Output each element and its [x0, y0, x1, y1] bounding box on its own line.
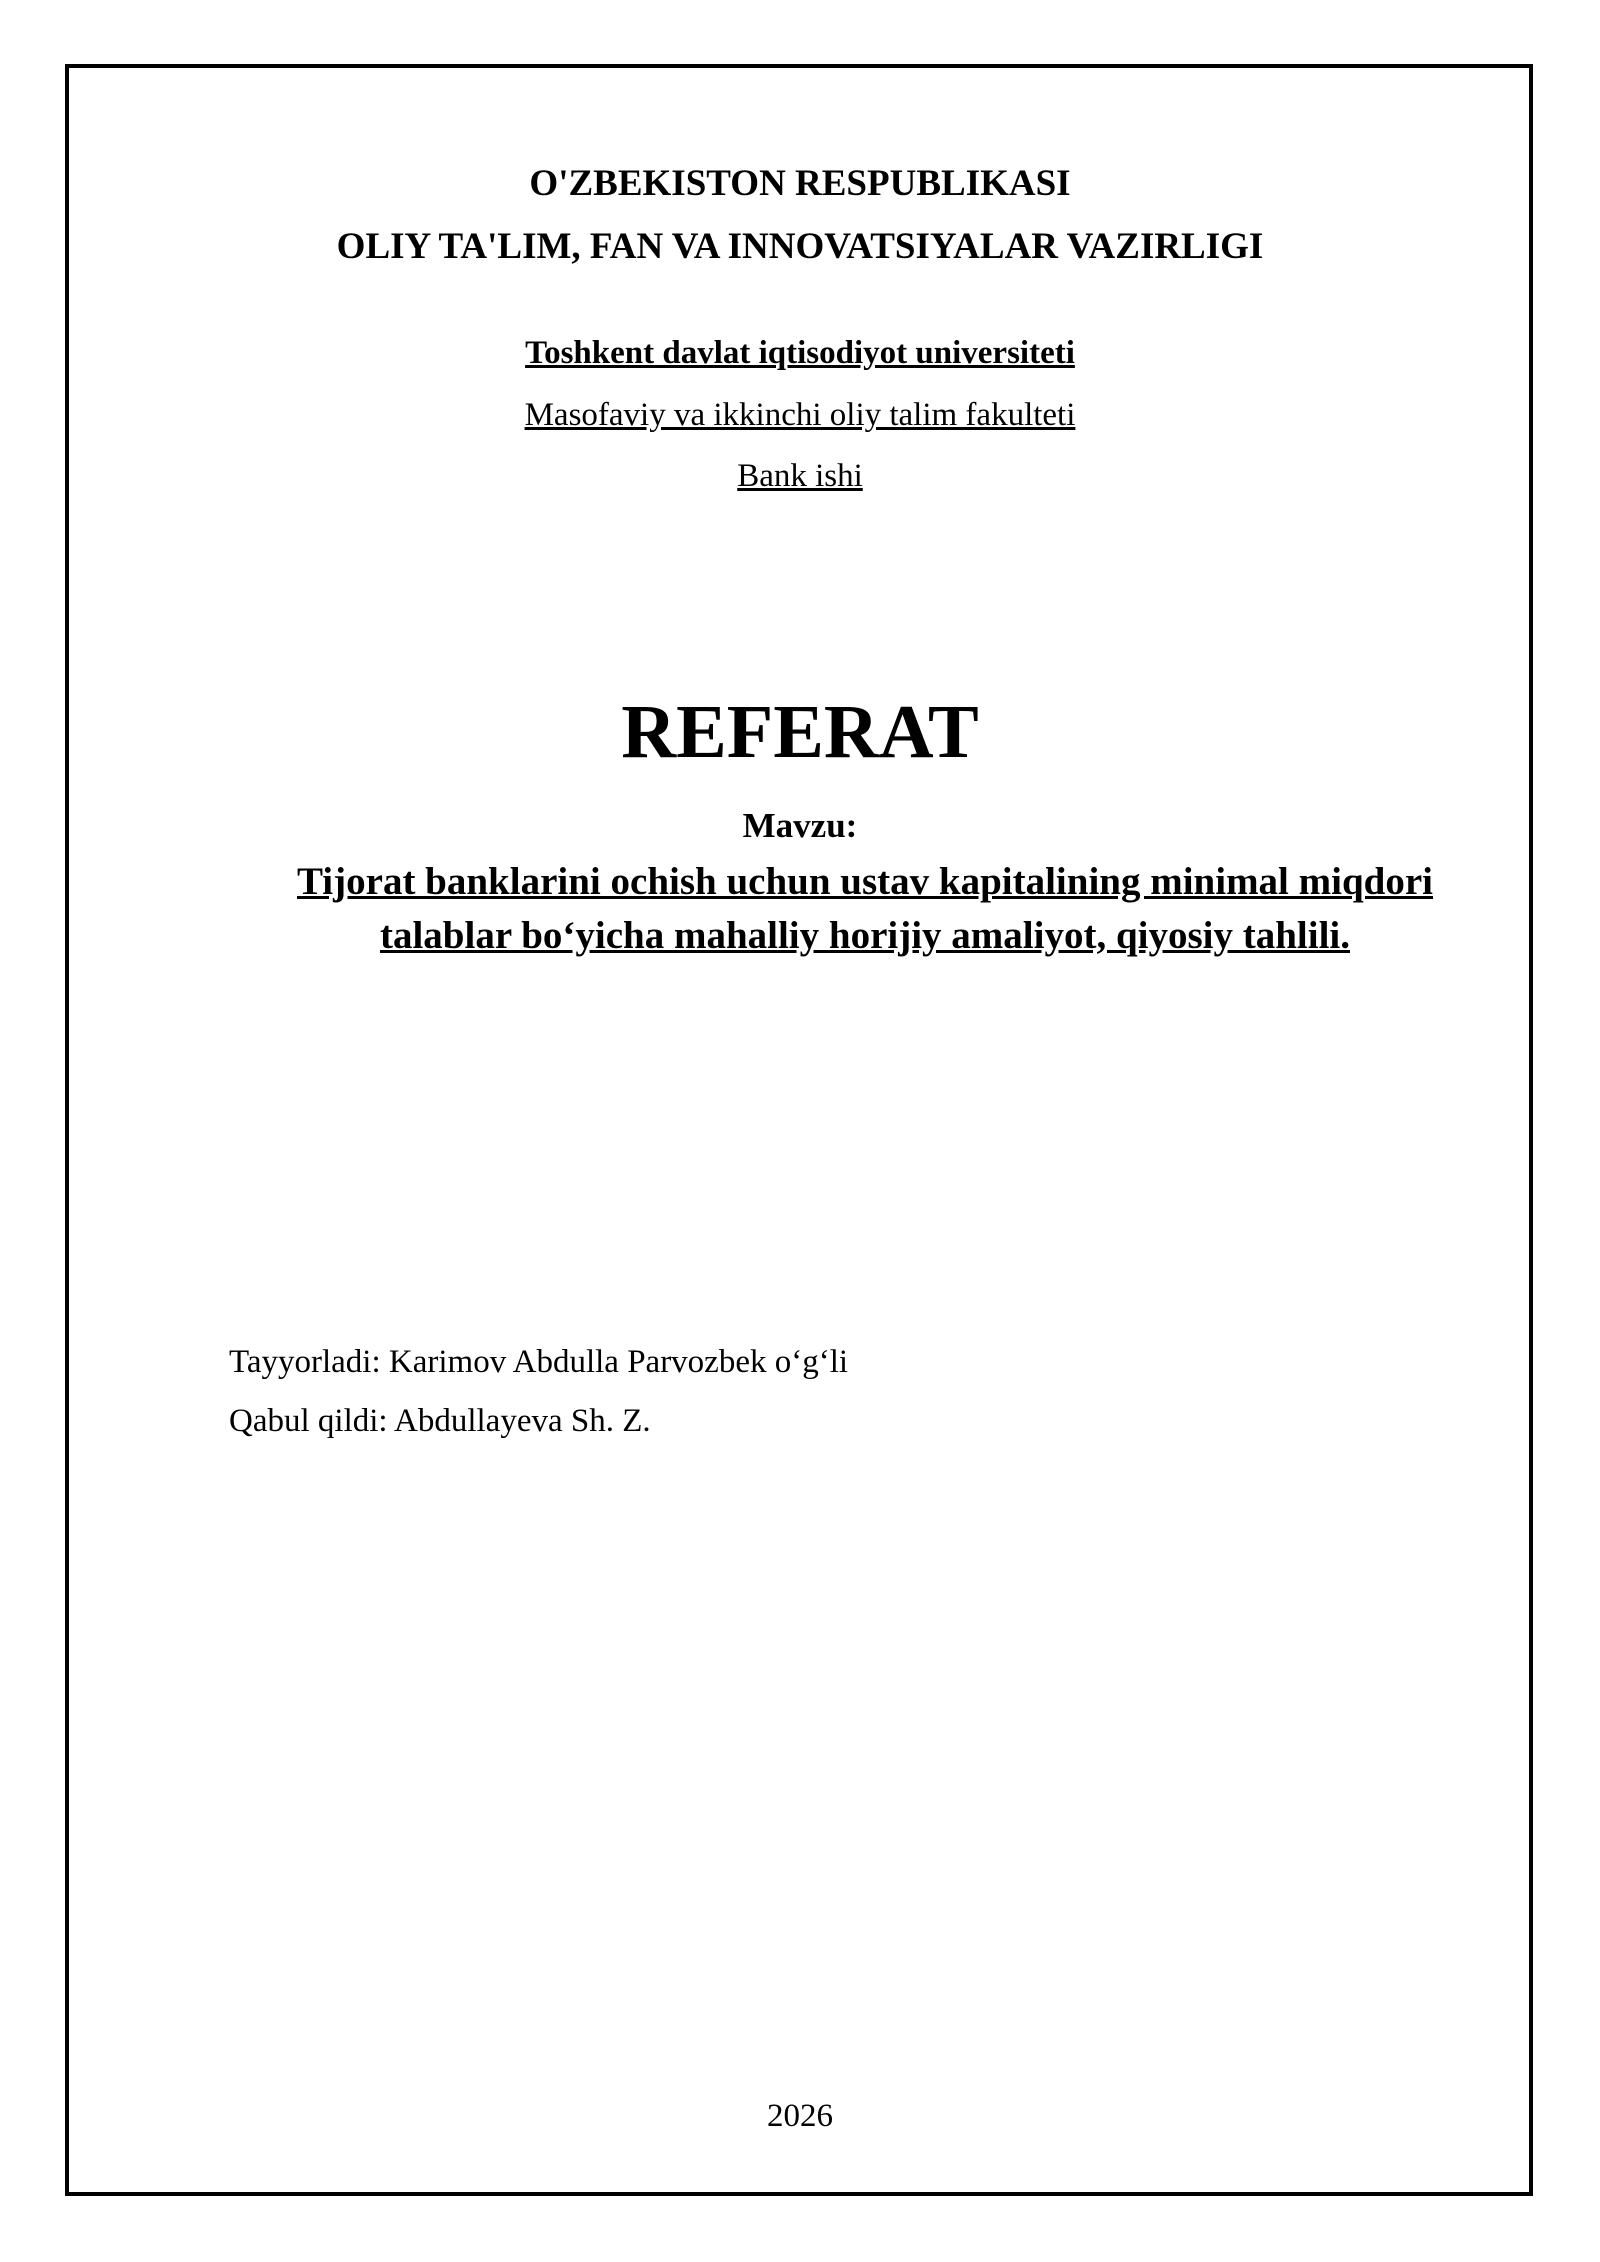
topic-title-line-2: talablar bo‘yicha mahalliy horijiy amaliyot, qiyosiy tahlili.: [379, 914, 1350, 957]
ministry-header: [0, 152, 1600, 278]
university-name: Toshkent davlat iqtisodiyot universiteti: [525, 335, 1075, 371]
year: 2026: [767, 2098, 833, 2134]
country-title: O'ZBEKISTON RESPUBLIKASI: [529, 163, 1071, 204]
topic-title-line-1: Tijorat banklarini ochish uchun ustav kapitalining minimal miqdori: [297, 860, 1433, 903]
page-border: [65, 64, 1533, 2196]
department-name: Bank ishi: [737, 458, 863, 494]
credits-block: [229, 1333, 848, 1451]
prepared-by: Tayyorladi: Karimov Abdulla Parvozbek o‘g‘li: [229, 1344, 849, 1380]
document-type-title: REFERAT: [621, 690, 979, 774]
ministry-title: OLIY TA'LIM, FAN VA INNOVATSIYALAR VAZIRLIGI: [336, 226, 1264, 267]
accepted-by: Qabul qildi: Abdullayeva Sh. Z.: [229, 1403, 651, 1439]
faculty-name: Masofaviy va ikkinchi oliy talim fakulteti: [524, 397, 1076, 433]
topic-label: Mavzu:: [742, 806, 858, 845]
topic-title: [190, 855, 1540, 963]
